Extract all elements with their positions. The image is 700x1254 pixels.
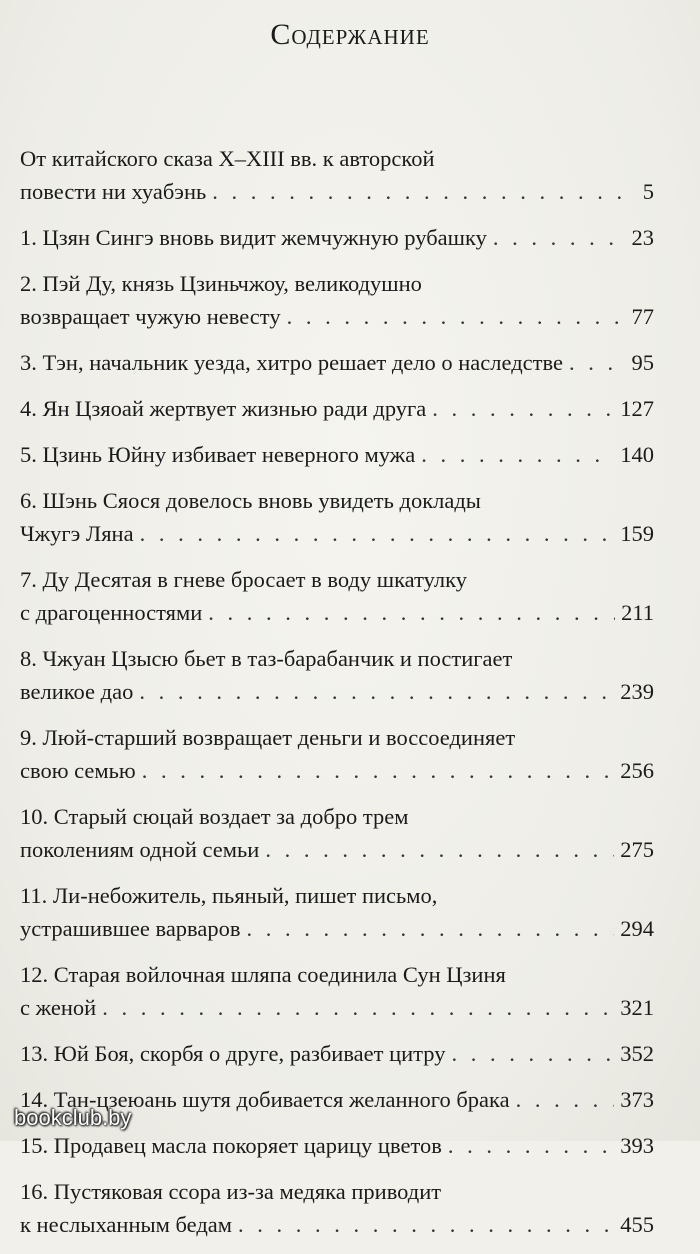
toc-entry-final-line [20,754,654,787]
toc-entry [20,1129,654,1162]
dot-leader [212,175,636,208]
toc-entry-final-line [20,912,654,945]
toc-entry [20,721,654,787]
page-number: 294 [620,916,654,941]
toc-entry-final-line [20,1037,654,1070]
toc-entry [20,563,654,629]
toc-entry-final-line [20,175,654,208]
toc-entry-final-line [20,300,654,333]
dot-leader [448,1129,614,1162]
dot-leader [421,438,614,471]
page-number: 159 [620,521,654,546]
toc-entry-line: От китайского сказа X–XIII вв. к авторской [20,146,435,171]
dot-leader [140,517,615,550]
toc-entry-final-line [20,517,654,550]
toc-entry-line: 16. Пустяковая ссора из-за медяка приводит [20,1179,442,1204]
toc-entry-line: 12. Старая войлочная шляпа соединила Сун Цзиня [20,962,506,987]
page-number: 352 [620,1041,654,1066]
toc-entry [20,958,654,1024]
toc-entry-text: возвращает чужую невесту [20,304,281,329]
toc-entry [20,142,654,208]
dot-leader [569,346,626,379]
toc-entry [20,484,654,550]
toc-entry [20,392,654,425]
toc-entry-final-line [20,833,654,866]
toc-entry-final-line [20,1129,654,1162]
page-number: 23 [631,225,654,250]
page-number: 5 [642,179,654,204]
toc-entry-text: великое дао [20,679,134,704]
page-number: 239 [620,679,654,704]
dot-leader [247,912,615,945]
toc-entry-final-line [20,346,654,379]
toc-entry-text: 15. Продавец масла покоряет царицу цветов [20,1133,442,1158]
dot-leader [287,300,626,333]
toc-entry [20,1037,654,1070]
toc-entry-line: 8. Чжуан Цзысю бьет в таз-барабанчик и постигает [20,646,513,671]
dot-leader [238,1208,614,1241]
toc-entry [20,346,654,379]
dot-leader [451,1037,614,1070]
toc-entry-text: к неслыханным бедам [20,1212,232,1237]
page-number: 256 [620,758,654,783]
toc-entry-line: 2. Пэй Ду, князь Цзиньчжоу, великодушно [20,271,422,296]
page-number: 211 [621,600,654,625]
page-number: 455 [620,1212,654,1237]
toc-entry-final-line [20,675,654,708]
toc-entry-final-line [20,392,654,425]
page-number: 140 [620,442,654,467]
page-number: 321 [620,995,654,1020]
toc-entry-final-line [20,221,654,254]
toc-entry-final-line [20,438,654,471]
dot-leader [265,833,614,866]
toc-entry [20,1175,654,1241]
toc-entry [20,267,654,333]
toc-entry-text: 4. Ян Цзяоай жертвует жизнью ради друга [20,396,427,421]
toc-entry-text: свою семью [20,758,136,783]
toc-entry-text: 3. Тэн, начальник уезда, хитро решает дело о наследстве [20,350,563,375]
toc-entry-line: 9. Люй-старший возвращает деньги и воссоединяет [20,725,516,750]
toc-entry-text: 13. Юй Боя, скорбя о друге, разбивает цитру [20,1041,446,1066]
toc-entry-final-line [20,596,654,629]
toc-entry [20,879,654,945]
toc-entry-line: 11. Ли-небожитель, пьяный, пишет письмо, [20,883,438,908]
watermark: bookclub.by [14,1105,132,1130]
dot-leader [432,392,614,425]
dot-leader [142,754,615,787]
dot-leader [208,596,615,629]
toc-entry [20,438,654,471]
page-number: 77 [631,304,654,329]
dot-leader [516,1083,615,1116]
toc-entry-final-line [20,1208,654,1241]
toc-entry-text: Чжугэ Ляна [20,521,134,546]
toc-entry-line: 6. Шэнь Сяося довелось вновь увидеть доклады [20,488,481,513]
toc-entry-text: 5. Цзинь Юйну избивает неверного мужа [20,442,416,467]
toc-entry [20,642,654,708]
toc-entry-text: 14. Тан-цзеюань шутя добивается желанного брака [20,1087,510,1112]
page-number: 127 [620,396,654,421]
table-of-contents [20,142,654,1254]
toc-entry-text: с женой [20,995,97,1020]
toc-entry-line: 10. Старый сюцай воздает за добро трем [20,804,409,829]
toc-entry-text: 1. Цзян Сингэ вновь видит жемчужную рубашку [20,225,487,250]
page-number: 373 [620,1087,654,1112]
page-number: 275 [620,837,654,862]
dot-leader [493,221,626,254]
dot-leader [102,991,614,1024]
page-number: 393 [620,1133,654,1158]
toc-entry-text: с драгоценностями [20,600,203,625]
toc-entry-text: повести ни хуабэнь [20,179,207,204]
toc-entry-text: поколениям одной семьи [20,837,260,862]
toc-entry-text: устрашившее варваров [20,916,241,941]
toc-entry [20,221,654,254]
dot-leader [139,675,614,708]
toc-entry [20,800,654,866]
toc-entry-line: 7. Ду Десятая в гневе бросает в воду шкатулку [20,567,467,592]
toc-entry-final-line [20,991,654,1024]
page-title: Содержание [270,18,430,51]
page-number: 95 [631,350,654,375]
